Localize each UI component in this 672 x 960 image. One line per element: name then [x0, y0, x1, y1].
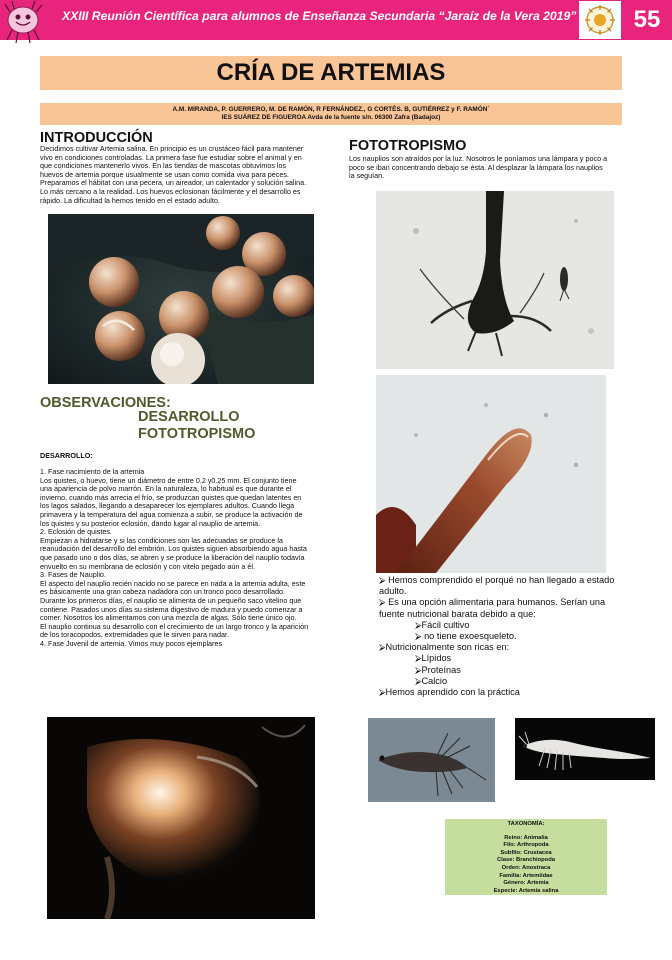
taxonomy-row: Especie: Artemia salina	[493, 887, 559, 894]
desarrollo-line: comer. Nosotros los alimentamos con una mezcla de algas. Sólo tiene único ojo.	[40, 613, 297, 623]
taxonomy-row: Reino: Animalia	[504, 834, 548, 841]
observations-sub-fototropismo: FOTOTROPISMO	[138, 426, 256, 442]
desarrollo-line: Los quistes, o huevo, tiene un diámetro de entre 0.2 y0.25 mm. El conjunto tiene	[40, 475, 297, 485]
cysts-photo	[48, 214, 314, 384]
authors-line: A.M. MIRANDA, P. GUERRERO, M. DE RAMÓN, R FERNÁNDEZ., G CORTÉS. B, GUTIÉRREZ y F. RAMÓN´	[172, 106, 490, 113]
conclusion-subitem: ⮚ no tiene exoesqueleto.	[415, 631, 517, 642]
sun-seal-icon	[579, 1, 621, 39]
desarrollo-line: que pasado uno o dos días, se abren y se produce la liberación del nauplio todavía	[40, 552, 305, 562]
authors-band	[40, 103, 622, 125]
intro-line: rápido. La dificultad la hemos tenido en el estado adulto.	[40, 195, 220, 205]
desarrollo-line: una apariencia de polvo marrón. En la naturaleza, lo habitual es que durante el	[40, 484, 292, 494]
intro-line: vivo en condiciones controladas. La primera fase fue estudiar sobre el animal y en	[40, 152, 302, 162]
conclusion-item: ⮚ Es una opción alimentaria para humanos. Serían una	[379, 597, 606, 608]
intro-text	[40, 145, 340, 205]
desarrollo-line: 1. Fase nacimiento de la artemia	[40, 467, 145, 476]
desarrollo-line: los lagos salados, llegando a desaparecer los ejemplares adultos. Cuando llega	[40, 501, 295, 511]
intro-line: Preparamos el hábitat con una pecera, un aireador, un calentador y solución salina.	[40, 178, 307, 188]
phototropism-line: poco se iban concentrando debajo se ésta. Al desplazar la lámpara los nauplios	[349, 162, 603, 172]
taxonomy-row: Género: Artemia	[503, 880, 549, 887]
desarrollo-line: reanudación del desarrollo del embrión. Los quistes siguen absorbiendo agua hasta	[40, 544, 307, 554]
taxonomy-box	[445, 819, 607, 895]
conclusion-subitem: ⮚Calcio	[415, 675, 448, 686]
conference-title: XXIII Reunión Científica para alumnos de Enseñanza Secundaria “Jaraíz de la Vera 2019”	[62, 9, 577, 23]
conclusion-item: ⮚ Hemos comprendido el porqué no han llegado a estado	[379, 575, 615, 585]
desarrollo-line: contiene. Pasados unos días su sistema digestivo de madura y puedo comenzar a	[40, 604, 303, 614]
phototropism-heading: FOTOTROPISMO	[349, 138, 467, 154]
desarrollo-line: 2. Eclosión de quistes.	[40, 527, 112, 537]
conclusion-item: fuente nutricional barata debido a que:	[379, 608, 536, 619]
conclusions-list	[379, 575, 664, 698]
desarrollo-line: Durante los primeros días, el nauplio se alimenta de un pequeño saco vitelino que	[40, 595, 302, 605]
desarrollo-line: El aspecto del nauplio recién nacido no se parece en nada a la artemia adulta, este	[40, 578, 306, 588]
conclusion-subitem: ⮚Lípidos	[415, 653, 452, 664]
school-line: IES SUÁREZ DE FIGUEROA Avda de la fuente s/n. 06300 Zafra (Badajoz)	[221, 114, 441, 121]
nauplius-photo	[376, 191, 614, 369]
desarrollo-line: de los toracopodos, extremidades que le sirven para nadar.	[40, 630, 229, 640]
taxonomy-row: Orden: Anostraca	[501, 864, 551, 871]
artemia-logo-icon	[2, 0, 44, 44]
nauplius-closeup-photo	[376, 375, 606, 573]
desarrollo-text	[40, 468, 340, 648]
observations-heading: OBSERVACIONES:	[40, 395, 171, 411]
desarrollo-line: 3. Fases de Nauplio.	[40, 570, 106, 580]
intro-line: que condiciones mantenerlo vivos. En las tiendas de mascotas obtuvimos los	[40, 161, 287, 171]
phototropism-line: Los nauplios son atraídos por la luz. Nosotros le poníamos una lámpara y poco a	[349, 154, 608, 163]
juvenile-photo	[47, 717, 315, 919]
conclusion-subitem: ⮚Proteínas	[415, 664, 461, 675]
desarrollo-line: 4. Fase Juvenil de artemia. Vimos muy pocos ejemplares	[40, 638, 223, 648]
desarrollo-line: invierno, cuando más arrecia el frío, se produzcan quistes que quedan latentes en	[40, 492, 302, 502]
intro-line: Decidimos cultivar Artemia salina. En principio es un crustáceo fácil para mantener	[40, 144, 304, 153]
header-bar	[0, 0, 672, 40]
desarrollo-line: los quistes y su posterior eclosión, dando lugar al nauplio de artemia.	[40, 518, 261, 528]
artemia-photo-small	[368, 718, 495, 802]
taxonomy-row: Subfilo: Crustacea	[500, 849, 552, 856]
intro-line: huevos de artemia porque usualmente se usan como comida viva para peces.	[40, 169, 289, 179]
desarrollo-line: primavera y la temperatura del agua comienza a subir, se produce la activación de	[40, 509, 303, 519]
page-number: 55	[633, 6, 661, 33]
intro-heading: INTRODUCCIÓN	[40, 130, 153, 146]
taxonomy-row: Filo: Arthropoda	[503, 842, 549, 849]
conclusion-item: ⮚Nutricionalmente son ricas en:	[379, 642, 510, 653]
intro-line: Lo más cercano a la realidad. Los huevos eclosionan fácilmente y el desarrollo es	[40, 186, 301, 196]
conclusion-subitem: ⮚Fácil cultivo	[415, 619, 470, 630]
phototropism-line: la seguían.	[349, 171, 385, 181]
taxonomy-row: Clase: Branchiopoda	[497, 857, 555, 864]
conclusion-item: adulto.	[379, 586, 407, 597]
desarrollo-line: envuelto en su membrana de eclosión y con vitelo pegado aún a él.	[40, 561, 255, 571]
phototropism-text	[349, 155, 649, 181]
artemia-adult-photo	[515, 718, 655, 780]
poster-title: CRÍA DE ARTEMIAS	[40, 56, 622, 90]
desarrollo-label: DESARROLLO:	[40, 451, 93, 460]
desarrollo-line: Empiezan a hidratarse y si las condiciones son las adecuadas se produce la	[40, 535, 283, 545]
desarrollo-line: es básicamente una gran cabeza nadadora con un tronco poco desarrollado.	[40, 587, 285, 597]
desarrollo-line: El nauplio continua su desarrollo con el crecimiento de un largo tronco y la aparición	[40, 621, 309, 631]
conclusion-item: ⮚Hemos aprendido con la práctica	[379, 687, 520, 698]
observations-sub-desarrollo: DESARROLLO	[138, 409, 240, 425]
taxonomy-row: Familia: Artemiidae	[499, 872, 553, 879]
taxonomy-heading: TAXONOMÍA:	[507, 821, 545, 827]
